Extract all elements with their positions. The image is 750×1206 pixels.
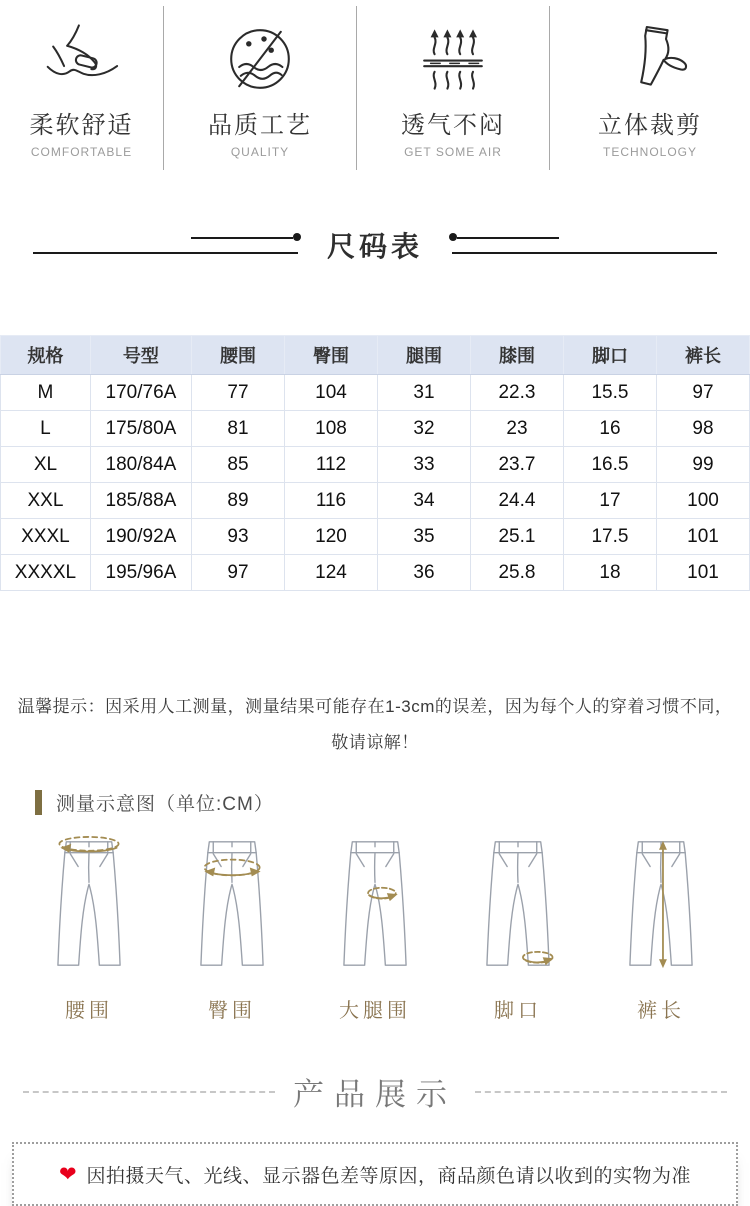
diagram-label: 大腿围 xyxy=(339,1000,411,1022)
col-header-length: 裤长 xyxy=(656,336,749,375)
col-header-waist: 腰围 xyxy=(191,336,284,375)
col-header-model: 号型 xyxy=(90,336,191,375)
disclaimer-line-1: 温馨提示：因采用人工测量，测量结果可能存在1-3cm的误差，因为每个人的穿着习惯不同， xyxy=(17,697,733,716)
cell: 16 xyxy=(563,411,656,447)
cell: 112 xyxy=(284,447,377,483)
size-chart-heading xyxy=(0,227,750,263)
cell: 175/80A xyxy=(90,411,191,447)
cell: 77 xyxy=(191,375,284,411)
feature-label-en: TECHNOLOGY xyxy=(602,145,697,159)
cell: 25.1 xyxy=(470,519,563,555)
cell: 93 xyxy=(191,519,284,555)
cell: 17.5 xyxy=(563,519,656,555)
feature-label-zh: 立体裁剪 xyxy=(598,112,702,139)
cell: 100 xyxy=(656,483,749,519)
tailored-pants-icon xyxy=(607,18,693,100)
cell: 32 xyxy=(377,411,470,447)
cell: 99 xyxy=(656,447,749,483)
title-decoration-right xyxy=(449,232,717,258)
diagram-label: 腰围 xyxy=(65,1000,113,1022)
cell: L xyxy=(1,411,91,447)
accent-bar xyxy=(35,790,42,815)
product-display-heading xyxy=(0,1069,750,1114)
pants-leg-opening-illustration xyxy=(462,832,574,980)
measurement-section-header xyxy=(0,789,750,816)
cell: 33 xyxy=(377,447,470,483)
cell: 104 xyxy=(284,375,377,411)
dashed-line-left xyxy=(23,1091,275,1093)
cell: 85 xyxy=(191,447,284,483)
cell: 17 xyxy=(563,483,656,519)
cell: 34 xyxy=(377,483,470,519)
cell: 81 xyxy=(191,411,284,447)
cell: 98 xyxy=(656,411,749,447)
feature-label-zh: 透气不闷 xyxy=(401,112,505,139)
cell: 185/88A xyxy=(90,483,191,519)
table-row xyxy=(1,519,750,555)
cell: XXXXL xyxy=(1,555,91,591)
feature-label-en: COMFORTABLE xyxy=(30,145,133,159)
cell: 116 xyxy=(284,483,377,519)
cell: 35 xyxy=(377,519,470,555)
col-header-cuff: 脚口 xyxy=(563,336,656,375)
cell: 31 xyxy=(377,375,470,411)
color-notice-text: 因拍摄天气、光线、显示器色差等原因，商品颜色请以收到的实物为准 xyxy=(86,1165,692,1187)
col-header-spec: 规格 xyxy=(1,336,91,375)
diagram-hip xyxy=(161,832,303,1023)
cell: 108 xyxy=(284,411,377,447)
disclaimer-line-2: 敬请谅解！ xyxy=(331,733,419,752)
table-row xyxy=(1,555,750,591)
breathable-airflow-icon xyxy=(411,18,495,100)
feature-comfortable xyxy=(0,0,163,180)
cell: 89 xyxy=(191,483,284,519)
cell: 120 xyxy=(284,519,377,555)
product-display-title: 产品展示 xyxy=(293,1077,457,1112)
measurement-diagrams xyxy=(0,832,750,1023)
table-row xyxy=(1,447,750,483)
pants-waist-illustration xyxy=(33,832,145,980)
cell: 24.4 xyxy=(470,483,563,519)
cell: 195/96A xyxy=(90,555,191,591)
hand-touch-fabric-icon xyxy=(36,18,128,100)
feature-quality xyxy=(164,0,356,180)
cell: 101 xyxy=(656,555,749,591)
cell: 22.3 xyxy=(470,375,563,411)
col-header-thigh: 腿围 xyxy=(377,336,470,375)
cell: 15.5 xyxy=(563,375,656,411)
diagram-length xyxy=(590,832,732,1023)
table-header-row xyxy=(1,336,750,375)
size-chart-table xyxy=(0,335,750,591)
cell: 124 xyxy=(284,555,377,591)
dashed-line-right xyxy=(475,1091,727,1093)
size-chart-title: 尺码表 xyxy=(326,231,423,262)
cell: 18 xyxy=(563,555,656,591)
cell: 97 xyxy=(656,375,749,411)
feature-strip xyxy=(0,0,750,180)
cell: XL xyxy=(1,447,91,483)
pants-hip-illustration xyxy=(176,832,288,980)
cell: 190/92A xyxy=(90,519,191,555)
feature-label-en: QUALITY xyxy=(230,145,290,159)
diagram-label: 臀围 xyxy=(208,1000,256,1022)
cell: XXL xyxy=(1,483,91,519)
feature-label-en: GET SOME AIR xyxy=(404,145,502,159)
diagram-waist xyxy=(18,832,160,1023)
table-row xyxy=(1,483,750,519)
cell: 25.8 xyxy=(470,555,563,591)
pants-thigh-illustration xyxy=(319,832,431,980)
diagram-thigh xyxy=(304,832,446,1023)
diagram-label: 裤长 xyxy=(637,1000,685,1022)
color-difference-notice xyxy=(12,1142,738,1206)
measurement-title: 测量示意图（单位:CM） xyxy=(56,794,274,815)
diagram-label: 脚口 xyxy=(494,1000,542,1022)
cell: 23 xyxy=(470,411,563,447)
cell: M xyxy=(1,375,91,411)
title-decoration-left xyxy=(33,232,301,258)
feature-breathable xyxy=(357,0,549,180)
table-row xyxy=(1,375,750,411)
no-pilling-icon xyxy=(220,18,300,100)
heart-icon: ❤ xyxy=(58,1162,77,1186)
cell: 180/84A xyxy=(90,447,191,483)
cell: 16.5 xyxy=(563,447,656,483)
feature-label-zh: 品质工艺 xyxy=(208,112,312,139)
col-header-knee: 膝围 xyxy=(470,336,563,375)
feature-technology xyxy=(550,0,750,180)
pants-length-illustration xyxy=(605,832,717,980)
cell: 36 xyxy=(377,555,470,591)
cell: 101 xyxy=(656,519,749,555)
table-row xyxy=(1,411,750,447)
col-header-hip: 臀围 xyxy=(284,336,377,375)
cell: 97 xyxy=(191,555,284,591)
cell: 23.7 xyxy=(470,447,563,483)
cell: XXXL xyxy=(1,519,91,555)
feature-label-zh: 柔软舒适 xyxy=(29,112,134,139)
measurement-disclaimer xyxy=(0,689,750,761)
diagram-leg-opening xyxy=(447,832,589,1023)
cell: 170/76A xyxy=(90,375,191,411)
